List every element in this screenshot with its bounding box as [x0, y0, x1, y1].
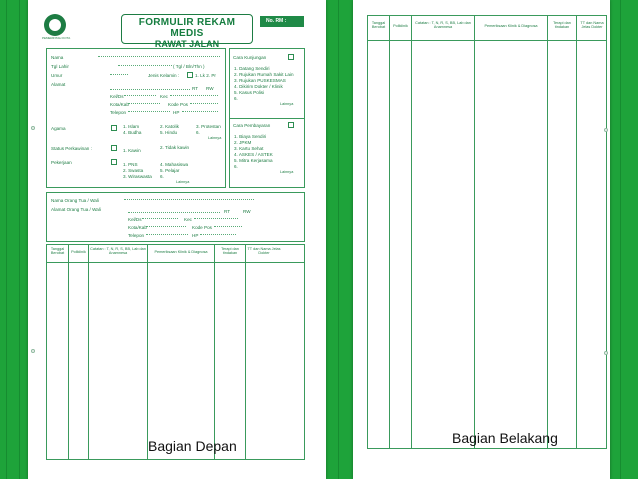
hp-line[interactable]	[182, 111, 218, 112]
kodepos-ortu-line[interactable]	[214, 226, 242, 227]
agama-opt-4: 4. Budha	[123, 130, 142, 135]
col-divider	[576, 15, 577, 449]
front-caption: Bagian Depan	[148, 438, 237, 454]
back-sheet	[353, 0, 610, 479]
label-telepon: Telepon	[110, 110, 127, 115]
label-kec: Kec	[160, 94, 168, 99]
kunjungan-opt-6: 6.	[234, 96, 238, 101]
label-telepon-ortu: Telepon	[128, 233, 145, 238]
pekerjaan-opt-6: 6.	[160, 174, 164, 179]
kec-line[interactable]	[170, 95, 218, 96]
col-divider	[411, 15, 412, 449]
col-divider	[68, 244, 69, 460]
col-divider	[214, 244, 215, 460]
kec-ortu-line[interactable]	[194, 218, 238, 219]
label-jenis-kelamin: Jenis Kelamin :	[148, 73, 180, 78]
front-col-tanggal: Tanggal Berobat	[50, 247, 65, 256]
pembayaran-opt-6: 6.	[234, 164, 238, 169]
pembayaran-opt-1: 1. Biaya Sendiri	[234, 134, 267, 139]
kunjungan-lainnya: Lainnya	[280, 102, 294, 106]
back-col-terapi: Terapi dan tindakan	[553, 21, 571, 30]
kota-line[interactable]	[128, 103, 160, 104]
tgl-lahir-line[interactable]	[118, 65, 172, 66]
tgl-format: ( Tgl / Bln/Thn )	[173, 64, 205, 69]
status-opt-2: 2. Tidak kawin	[160, 145, 190, 150]
punch-hole	[604, 128, 608, 132]
label-nama: Nama	[51, 55, 64, 60]
col-divider	[547, 15, 548, 449]
pembayaran-opt-2: 2. JPKM	[234, 140, 252, 145]
agama-opt-1: 1. Islam	[123, 124, 140, 129]
back-record-table	[367, 15, 607, 449]
pembayaran-lainnya: Lainnya	[280, 170, 294, 174]
label-rt-ortu: RT	[224, 209, 231, 214]
alamat-line[interactable]	[110, 89, 190, 90]
front-col-ttd: TT dan Nama Jelas Dokter	[247, 247, 281, 256]
divider	[229, 118, 305, 119]
bg-stripe	[338, 0, 339, 479]
front-col-poliklinik: Poliklinik	[71, 250, 86, 254]
pekerjaan-checkbox[interactable]	[111, 159, 117, 165]
umur-line[interactable]	[110, 74, 128, 75]
label-kodepos-ortu: Kode Pos	[192, 225, 212, 230]
col-divider	[389, 15, 390, 449]
agama-lainnya: Lainnya	[208, 136, 222, 140]
table-header-line	[46, 262, 305, 263]
label-hp-ortu: HP	[192, 233, 199, 238]
logo-text: PEMERINTAH KOTA	[42, 36, 71, 40]
pembayaran-checkbox[interactable]	[288, 122, 294, 128]
col-divider	[88, 244, 89, 460]
kunjungan-opt-5: 5. Kasus Polisi	[234, 90, 265, 95]
kunjungan-opt-2: 2. Rujukan Rumah Sakit Lain	[234, 72, 294, 77]
label-ortu: Nama Orang Tua / Wali	[51, 198, 99, 203]
nama-line[interactable]	[98, 56, 220, 57]
telepon-ortu-line[interactable]	[146, 234, 188, 235]
label-kodepos: Kode Pos	[168, 102, 188, 107]
kunjungan-opt-3: 3. Rujukan PUSKESMAS	[234, 78, 286, 83]
label-alamat-ortu: Alamat Orang Tua / Wali	[51, 207, 101, 212]
title-line1: FORMULIR REKAM MEDIS	[138, 17, 236, 39]
bg-stripe	[620, 0, 621, 479]
pekerjaan-opt-4: 4. Mahasiswa	[160, 162, 189, 167]
front-col-catatan: Catatan : T, N, R, S, BB, Lab dan Anamnesa	[90, 247, 146, 256]
table-header-line	[367, 40, 607, 41]
punch-hole	[31, 126, 35, 130]
logo	[44, 14, 66, 36]
pekerjaan-opt-3: 3. Wiraswasta	[123, 174, 152, 179]
form-title	[121, 14, 253, 49]
kunjungan-opt-4: 4. Dikirim Dokter / Klinik	[234, 84, 283, 89]
label-rw: RW	[206, 86, 214, 91]
telepon-line[interactable]	[128, 111, 170, 112]
front-record-table	[46, 244, 305, 460]
label-kota: Kota/Kab	[110, 102, 129, 107]
col-divider	[147, 244, 148, 460]
back-col-ttd: TT dan Nama Jelas Dokter	[580, 21, 604, 30]
label-status: Status Perkawinan :	[51, 146, 92, 151]
back-col-tanggal: Tanggal Berobat	[371, 21, 386, 30]
label-alamat: Alamat	[51, 82, 66, 87]
alamat-ortu-line[interactable]	[128, 212, 220, 213]
kunjungan-checkbox[interactable]	[288, 54, 294, 60]
col-divider	[474, 15, 475, 449]
label-pekerjaan: Pekerjaan	[51, 160, 72, 165]
label-umur: Umur	[51, 73, 63, 78]
agama-opt-6: 6.	[196, 130, 200, 135]
pembayaran-opt-5: 5. Mitra Kerjasama	[234, 158, 273, 163]
label-kel-ortu: Kel/Ds	[128, 217, 142, 222]
agama-checkbox[interactable]	[111, 125, 117, 131]
col-divider	[245, 244, 246, 460]
label-kota-ortu: Kota/Kab	[128, 225, 147, 230]
punch-hole	[604, 351, 608, 355]
pembayaran-opt-4: 4. ASKES / ASTEK	[234, 152, 273, 157]
jk-checkbox[interactable]	[187, 72, 193, 78]
ortu-line[interactable]	[124, 199, 254, 200]
back-col-pemeriksaan: Pemeriksaan Klinik & Diagnosa	[484, 24, 538, 28]
front-sheet	[28, 0, 326, 479]
status-checkbox[interactable]	[111, 145, 117, 151]
bg-stripe	[19, 0, 20, 479]
punch-hole	[31, 349, 35, 353]
pekerjaan-opt-1: 1. PNS	[123, 162, 138, 167]
pekerjaan-opt-5: 5. Pelajar	[160, 168, 180, 173]
label-cara-pembayaran: Cara Pembayaran	[233, 123, 271, 128]
kunjungan-opt-1: 1. Datang Sendiri	[234, 66, 270, 71]
status-opt-1: 1. Kawin	[123, 148, 141, 153]
back-col-catatan: Catatan : T, N, R, S, BB, Lab dan Anamnesa	[415, 21, 471, 30]
front-col-pemeriksaan: Pemeriksaan Klinik & Diagnosa	[154, 250, 208, 254]
label-kel: Kel/Ds	[110, 94, 124, 99]
label-agama: Agama	[51, 126, 66, 131]
label-hp: HP	[173, 110, 180, 115]
agama-opt-2: 2. Katolik	[160, 124, 179, 129]
kodepos-line[interactable]	[190, 103, 218, 104]
agama-opt-5: 5. Hindu	[160, 130, 178, 135]
hp-ortu-line[interactable]	[200, 234, 236, 235]
label-cara-kunjungan: Cara Kunjungan	[233, 55, 267, 60]
kota-ortu-line[interactable]	[146, 226, 186, 227]
pekerjaan-opt-2: 2. Swasta	[123, 168, 144, 173]
label-rw-ortu: RW	[243, 209, 251, 214]
pembayaran-opt-3: 3. Kartu Sehat	[234, 146, 264, 151]
jk-options: 1. Lk 2. Pr	[195, 73, 216, 78]
label-kec-ortu: Kec	[184, 217, 192, 222]
kel-line[interactable]	[124, 95, 156, 96]
pekerjaan-lainnya: Lainnya	[176, 180, 190, 184]
label-rt: RT	[192, 86, 199, 91]
title-line2: RAWAT JALAN	[154, 39, 220, 49]
back-caption: Bagian Belakang	[452, 430, 558, 446]
label-tgl-lahir: Tgl Lahir	[51, 64, 69, 69]
kel-ortu-line[interactable]	[142, 218, 178, 219]
agama-opt-3: 3. Protestan	[196, 124, 221, 129]
back-col-poliklinik: Poliklinik	[393, 24, 408, 28]
bg-stripe	[6, 0, 7, 479]
front-col-terapi: Terapi dan tindakan	[221, 247, 239, 256]
norm-box: No. RM :	[260, 16, 304, 27]
